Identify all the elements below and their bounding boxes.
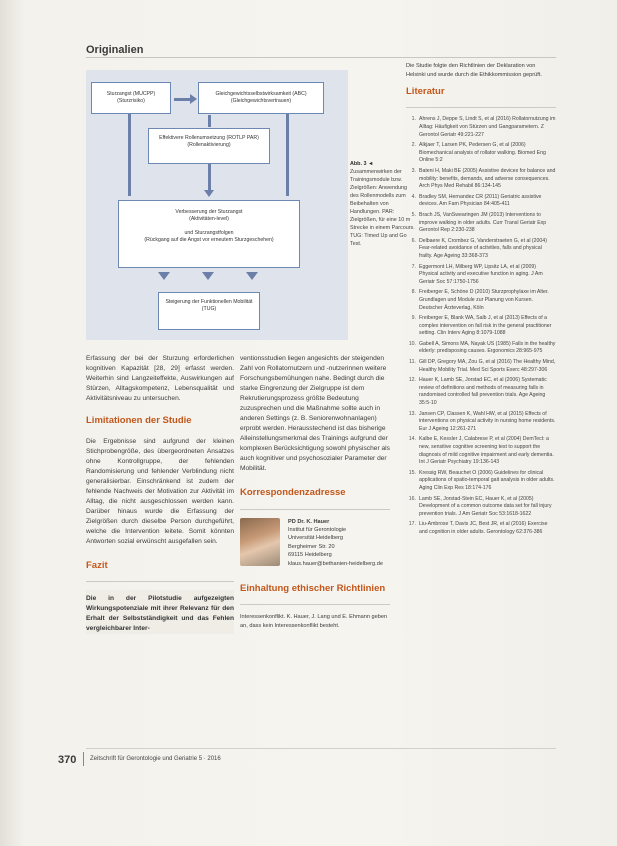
caption-label: Abb. 3 ◄ (350, 161, 374, 167)
figure-box-fear-sub: (Sturzrisiko) (117, 97, 145, 104)
correspondence-heading: Korrespondenzadresse (240, 487, 346, 499)
reference-number: 3. (411, 168, 416, 174)
correspondence-address (288, 518, 383, 568)
reference-number: 2. (411, 142, 416, 149)
correspondence-line: Bergheimer Str. 20 (288, 543, 335, 550)
reference-item (406, 521, 556, 536)
reference-text: Gabell A, Simons MA, Nayak US (1985) Falls in the healthy elderly: predisposing causes. Ergonomics 28:965-975 (419, 340, 556, 355)
reference-item (406, 341, 556, 356)
correspondence-name: PD Dr. K. Hauer (288, 518, 330, 525)
reference-item (406, 470, 556, 493)
figure-box-mid1-sub: (Aktivitäten-level) (189, 215, 229, 222)
reference-text: Kalbe E, Kessler J, Calabrese P, et al (2004) DemTect: a new, sensitive cognitive screening test to support the diagnosis of mild cognitive impairment and early dementia. Int J Geriatr Psychiatry 19:136-143 (419, 436, 554, 466)
limitations-text: Die Ergebnisse sind aufgrund der kleinen Stichprobengröße, des übergeordneten Ansatzes ohne Kontrollgruppe, der fehlenden Randomisierung und fehlender Verblindung nicht generalisierbar. Einschränkend ist zudem der fehlende Nachweis der Motivation zur Aktivität im Alltag, die nicht ausgeschlossen werden kann. Darüber hinaus wurde die Erfassung der Zielgrößen durch dieselbe Person durchgeführt, welche die Intervention leitete. Somit könnten Antworten sozial erwünscht ausgefallen sein. (86, 437, 234, 545)
figure-box-self-efficacy-title: Gleichgewichtsselbstwirksamkeit (ABC) (215, 91, 307, 97)
reference-number: 7. (411, 263, 416, 270)
figure (86, 70, 348, 340)
reference-number: 16. (408, 495, 416, 502)
reference-item (406, 238, 556, 261)
reference-item (406, 264, 556, 287)
reference-number: 13. (408, 410, 416, 417)
figure-arrow-left (128, 114, 131, 196)
reference-text: Bradley SM, Hernandez CR (2011) Geriatric assistive devices. Am Fam Physician 84:405-411 (419, 193, 542, 208)
reference-number: 17. (408, 521, 416, 528)
correspondence-block (240, 518, 390, 568)
reference-number: 11. (409, 359, 416, 366)
reference-number: 14. (408, 436, 416, 443)
right-column (406, 62, 556, 540)
reference-text: Gill DP, Gregory MA, Zou G, et al (2016) The Healthy Mind, Healthy Mobility Trial. Med Sci Sports Exerc 48:297-306 (419, 359, 556, 373)
reference-list (406, 116, 556, 536)
literature-heading: Literatur (406, 86, 445, 97)
reference-text: Liu-Ambrose T, Davis JC, Best JR, et al (2016) Exercise and cognition in older adults. Gerontology 62:376-386 (419, 521, 548, 535)
figure-box-role-sub: (Rollenaktivierung) (187, 141, 231, 148)
correspondence-rule (240, 509, 390, 510)
reference-text: Hauer K, Lamb SE, Jorstad EC, et al (2006) Systematic review of definitions and methods of measuring falls in randomised controlled fall prevention trials. Age Ageing 35:5-10 (419, 377, 547, 407)
figure-box-self-efficacy-sub: (Gleichgewichtsvertrauen) (230, 97, 292, 104)
reference-item (406, 411, 556, 434)
reference-text: Ahrens J, Deppe S, Lindt S, et al (2016) Rollatornutzung im Alltag: Häufigkeit von Stürzen und Gangparametern. Z Gerontol Geriatr 49:221-227 (419, 116, 556, 138)
figure-box-mobility-title: Steigerung der Funktionellen Mobilität (165, 299, 253, 305)
figure-box-fear-title: Sturzangst (MUCPP) (106, 91, 156, 97)
figure-arrow-down1 (208, 115, 211, 127)
footer-rule (86, 748, 556, 749)
ethics-text: Interessenkonflikt. K. Hauer, J. Lang und E. Ehmann geben an, dass kein Interessenkonflikt besteht. (240, 614, 388, 629)
reference-number: 5. (411, 211, 416, 218)
reference-text: Bateni H, Maki BE (2005) Assistive devices for balance and mobility: benefits, demands, and adverse consequences. Arch Phys Med Rehabil 86:134-145 (419, 168, 556, 190)
reference-text: Freiberger E, Blank WA, Salb J, et al (2013) Effects of a complex intervention on fall risk in the general practitioner setting. Clin Interv Aging 8:1079-1088 (419, 315, 552, 337)
reference-text: Delbaere K, Crombez G, Vanderstraeten G, et al (2004) Fear-related avoidance of activities, falls and physical frailty. Age Ageing 33:368-373 (419, 237, 547, 259)
reference-item (406, 289, 556, 312)
author-photo (240, 518, 280, 566)
figure-arrow-head2 (204, 190, 214, 197)
figure-box-self-efficacy (198, 82, 324, 114)
reference-item (406, 377, 556, 407)
literature-rule (406, 107, 556, 108)
caption-text: Zusammenwirken der Trainingsmodule bzw. Zielgrößen: Anwendung des Rollenmodells zum Beibehalten von Handlungen. PAR: Zielgrößen, für eine 10 m Strecke in einem Parcours. TUG: Timed Up and Go Test. (350, 169, 415, 247)
reference-text: Freiberger E, Schöne D (2010) Sturzprophylaxe im Alter. Grundlagen und Module zur Planung von Kursen. Deutscher Ärzteverlag, Köln (419, 289, 549, 311)
reference-item (406, 436, 556, 466)
correspondence-line: Institut für Gerontologie (288, 527, 347, 534)
reference-number: 6. (411, 237, 416, 244)
fazit-rule (86, 581, 234, 582)
ethics-rule (240, 604, 390, 605)
reference-number: 8. (411, 289, 416, 296)
correspondence-line: Universität Heidelberg (288, 535, 344, 542)
ethics-heading: Einhaltung ethischer Richtlinien (240, 582, 386, 594)
reference-item (406, 142, 556, 165)
reference-number: 9. (411, 315, 416, 322)
figure-box-fear (91, 82, 171, 114)
reference-text: Lamb SE, Jorstad-Stein EC, Hauer K, et al (2005) Development of a common outcome data set for fall injury prevention trials. J Am Geriatr Soc 53:1618-1622 (419, 495, 552, 517)
figure-box-mobility (158, 292, 260, 330)
figure-arrow-head4 (202, 272, 214, 280)
figure-box-fall-anxiety (118, 200, 300, 268)
figure-box-mid1-title: Verbesserung der Sturzangst (175, 209, 243, 215)
figure-arrow-head3 (158, 272, 170, 280)
header-rule (86, 57, 556, 58)
reference-item (406, 194, 556, 209)
figure-box-role (148, 128, 270, 164)
figure-arrow-right (286, 114, 289, 196)
figure-box-role-title: Effektivere Rollenumsetzung (ROTLP PAR) (159, 135, 259, 141)
reference-text: Brach JS, VanSwearingen JM (2013) Interventions to improve walking in older adults. Curr Transl Geriatr Exp Gerontol Rep 2:230-238 (419, 211, 547, 234)
reference-item (406, 212, 556, 235)
fazit-text: Die in der Pilotstudie aufgezeigten Wirkungspotenziale mit ihrer Relevanz für den Erhalt der Selbstständigkeit und das Fehlen vergleichbarer Inter- (86, 595, 234, 633)
correspondence-line: 69115 Heidelberg (288, 552, 332, 559)
section-label: Originalien (86, 44, 144, 56)
figure-box-mobility-sub: (TUG) (201, 305, 217, 312)
reference-item (406, 315, 556, 338)
figure-arrow-head (190, 94, 197, 104)
left-intro: Erfassung der bei der Sturzung erforderlichen kognitiven Kapazität [28, 29] erfasst werden. Weiterhin sind Langzeiteffekte, Auswirkungen auf Stürzen, Alltagskompetenz, Lebensqualität und Aktivitätsniveau zu untersuchen. (86, 355, 234, 403)
journal-name: Zeitschrift für Gerontologie und Geriatrie 5 · 2016 (90, 756, 221, 762)
figure-arrow-head5 (246, 272, 258, 280)
reference-item (406, 496, 556, 519)
reference-text: Eggermont LH, Milberg WP, Lipsitz LA, et al (2009) Physical activity and executive function in aging. J Am Geriatr Soc 57:1750-1756 (419, 263, 543, 285)
fazit-box (86, 590, 234, 634)
figure-box-mid2-sub: (Rückgang auf die Angst vor erneutem Sturzgeschehen) (144, 236, 274, 243)
reference-number: 10. (408, 340, 416, 347)
middle-column (240, 354, 390, 634)
reference-text: Alkjaer T, Larsen PK, Pedersen G, et al (2006) Biomechanical analysis of rollator walking. Biomed Eng Online 5:2 (419, 142, 546, 164)
reference-item (406, 359, 556, 374)
limitations-heading: Limitationen der Studie (86, 415, 192, 427)
reference-number: 1. (411, 116, 416, 123)
reference-item (406, 116, 556, 139)
reference-text: Kressig RW, Beauchet O (2006) Guidelines for clinical applications of spatio-temporal gait analysis in older adults. Aging Clin Exp Res 18:174-176 (419, 469, 555, 491)
reference-number: 12. (408, 377, 416, 384)
fazit-heading: Fazit (86, 559, 108, 571)
footer-divider (83, 752, 84, 766)
figure-arrow-h (174, 98, 190, 101)
reference-number: 15. (408, 469, 416, 476)
reference-text: Jansen CP, Classen K, Wahl HW, et al (2015) Effects of interventions on physical activity in nursing home residents. Eur J Ageing 12:261-271 (419, 410, 556, 432)
middle-text: ventionsstudien liegen angesichts der steigenden Zahl von Rollatornutzern und -nutzerinnen weitere Forschungsbemühungen nahe. Bedingt durch die starke Eingrenzung der Zielgruppe ist dem Rekrutierungsprozess größte Bedeutung zuzusprechen und die Maßnahme sollte auch in anderen Settings (z. B. Seniorenwohnanlagen) erprobt werden. Herausstechend ist das bisherige Alleinstellungsmerkmal des Trainings aufgrund der komplexen Berücksichtigung sowohl physischer als auch kognitiver und psychosozialer Parameter der Mobilität. (240, 355, 390, 473)
page-number: 370 (58, 754, 77, 766)
reference-number: 4. (411, 193, 416, 200)
correspondence-email[interactable]: klaus.hauer@bethanien-heidelberg.de (288, 560, 383, 567)
left-column (86, 354, 234, 638)
figure-box-mid2-title: und Sturzangstfolgen (184, 230, 234, 236)
reference-item (406, 168, 556, 191)
right-intro: Die Studie folgte den Richtlinien der Deklaration von Helsinki und wurde durch die Ethikkommission geprüft. (406, 63, 542, 78)
